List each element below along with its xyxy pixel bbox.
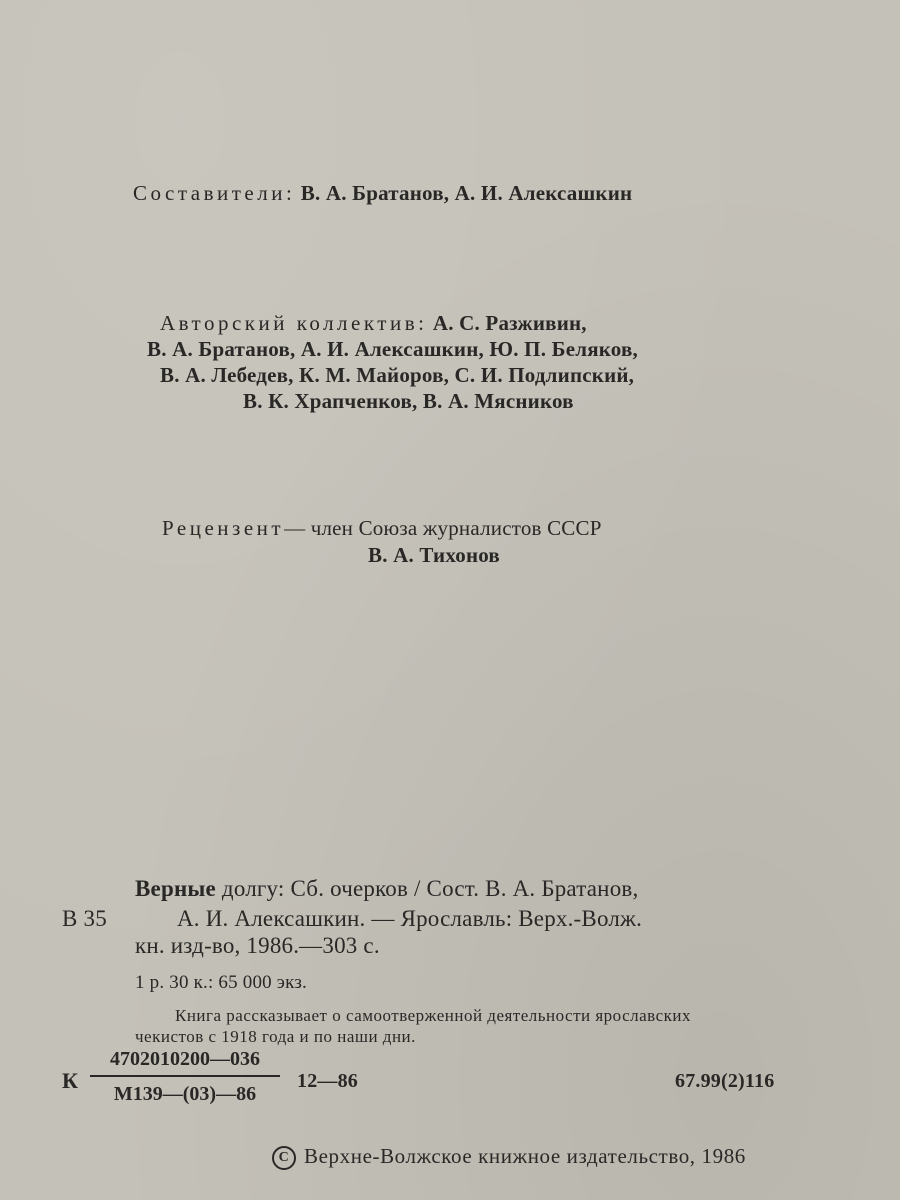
authors-label: Авторский коллектив:: [160, 311, 428, 335]
annotation-line-2: чекистов с 1918 года и по наши дни.: [135, 1027, 416, 1046]
compilers-line: [133, 180, 632, 206]
catalog-code: В 35: [62, 906, 107, 931]
authors-line-2: В. А. Братанов, А. И. Алексашкин, Ю. П. Беляков,: [147, 337, 638, 361]
annotation-line-1: Книга рассказывает о самоотверженной деятельности ярославских: [175, 1006, 692, 1025]
copyright-icon: C: [272, 1146, 296, 1170]
reviewer-name: В. А. Тихонов: [368, 543, 500, 567]
copyright-line: [272, 1143, 746, 1170]
catalog-line-3: кн. изд-во, 1986.—303 с.: [135, 933, 380, 958]
index-fraction: [90, 1048, 280, 1106]
catalog-line1-rest: долгу: Сб. очерков / Сост. В. А. Братанов,: [221, 876, 639, 901]
index-letter: К: [62, 1068, 79, 1093]
catalog-title: Верные: [135, 876, 216, 901]
index-denominator: М139—(03)—86: [113, 1083, 257, 1105]
compilers-label: Составители:: [133, 181, 296, 205]
bbk-code: 67.99(2)116: [675, 1070, 775, 1092]
catalog-line-2: А. И. Алексашкин. — Ярославль: Верх.-Волж.: [177, 906, 643, 931]
reviewer-label: Рецензент: [162, 516, 285, 540]
authors-line-3: В. А. Лебедев, К. М. Майоров, С. И. Подлипский,: [160, 363, 635, 387]
catalog-price: 1 р. 30 к.: 65 000 экз.: [135, 972, 308, 993]
authors-line-1: [160, 310, 587, 336]
date-code: 12—86: [297, 1070, 358, 1092]
authors-line-4: В. К. Храпченков, В. А. Мясников: [243, 389, 574, 413]
authors-names-1: А. С. Разживин,: [432, 311, 587, 335]
compilers-names: В. А. Братанов, А. И. Алексашкин: [300, 181, 633, 205]
copyright-text: Верхне-Волжское книжное издательство, 1986: [304, 1144, 746, 1168]
index-numerator: 4702010200—036: [90, 1048, 280, 1077]
reviewer-role: — член Союза журналистов СССР: [284, 516, 602, 540]
catalog-title-line: [135, 876, 638, 902]
reviewer-line: [162, 515, 602, 541]
